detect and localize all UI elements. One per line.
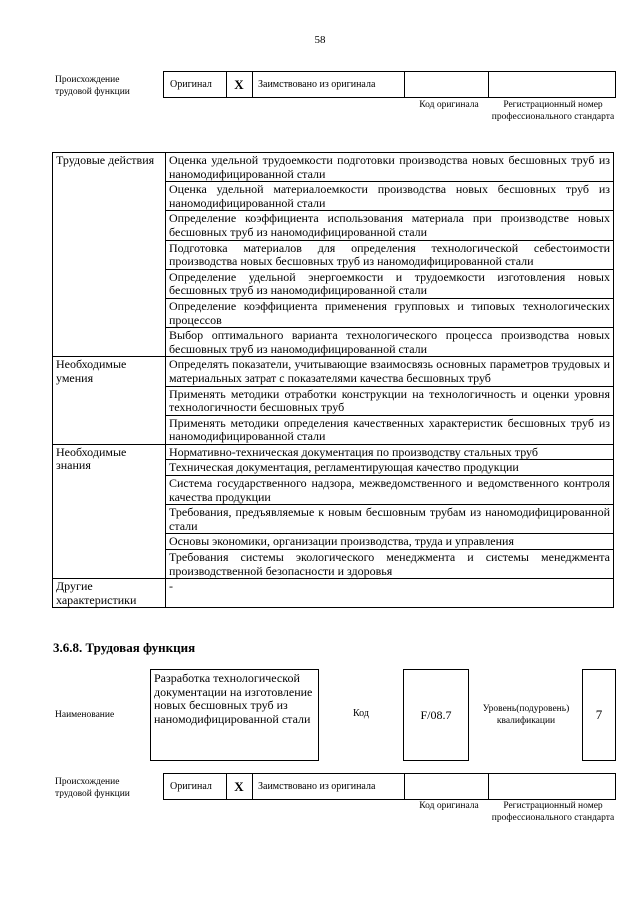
item-text: Определять показатели, учитывающие взаимосвязь основных параметров трудовых и материальных затрат с показателями качества бесшовных труб	[166, 357, 614, 386]
item-text: Выбор оптимального варианта технологического процесса производства новых бесшовных труб из наномодифицированной стали	[166, 328, 614, 357]
table-row	[53, 153, 614, 182]
origin-label: Происхождение трудовой функции	[55, 75, 130, 97]
item-text: Требования системы экологического менеджмента и системы менеджмента производственной безопасности и здоровья	[166, 550, 614, 579]
original-code-caption-2: Код оригинала	[419, 801, 479, 811]
reg-number-cell	[488, 72, 616, 97]
origin-label-2: Происхождение трудовой функции	[55, 777, 130, 799]
table-row	[53, 579, 614, 608]
original-cell-2: Оригинал	[170, 781, 212, 792]
item-text: Нормативно-техническая документация по производству стальных труб	[166, 444, 614, 460]
code-label: Код	[353, 708, 369, 719]
reg-number-caption: Регистрационный номер профессионального стандарта	[491, 100, 615, 122]
original-code-cell-2	[404, 774, 488, 799]
section-label: Трудовые действия	[53, 153, 166, 357]
item-text: Система государственного надзора, межведомственного и ведомственного контроля качества продукции	[166, 476, 614, 505]
item-text: Определение удельной энергоемкости и трудоемкости изготовления новых бесшовных труб из наномодифицированной стали	[166, 269, 614, 298]
work-function-table	[52, 152, 614, 608]
table-row	[53, 444, 614, 460]
original-cell: Оригинал	[170, 79, 212, 90]
borrowed-cell: Заимствовано из оригинала	[258, 79, 376, 90]
item-text: Применять методики отработки конструкции на технологичность и оценки уровня технологичности бесшовных труб	[166, 386, 614, 415]
origin-row-2	[163, 773, 616, 800]
item-text: Определение коэффициента применения групповых и типовых технологических процессов	[166, 298, 614, 327]
item-text: Применять методики определения качественных характеристик бесшовных труб из наномодифицированной стали	[166, 415, 614, 444]
origin-row	[163, 71, 616, 98]
level-box: 7	[582, 669, 616, 761]
section-label: Необходимые умения	[53, 357, 166, 445]
original-code-cell	[404, 72, 488, 97]
original-code-caption: Код оригинала	[419, 100, 479, 110]
reg-number-caption-2: Регистрационный номер профессионального стандарта	[491, 801, 615, 823]
section-title: 3.6.8. Трудовая функция	[53, 640, 196, 655]
original-mark-2: X	[234, 778, 244, 794]
original-mark: X	[234, 76, 244, 92]
item-text: Оценка удельной трудоемкости подготовки производства новых бесшовных труб из наномодифицированной стали	[166, 153, 614, 182]
item-text: Основы экономики, организации производства, труда и управления	[166, 534, 614, 550]
item-text: Требования, предъявляемые к новым бесшовным трубам из наномодифицированной стали	[166, 505, 614, 534]
item-text: Подготовка материалов для определения технологической себестоимости производства новых бесшовных труб из наномодифицированной стали	[166, 240, 614, 269]
item-text: -	[166, 579, 614, 608]
borrowed-cell-2: Заимствовано из оригинала	[258, 781, 376, 792]
level-label: Уровень(подуровень) квалификации	[482, 704, 570, 726]
item-text: Определение коэффициента использования материала при производстве новых бесшовных труб из наномодифицированной стали	[166, 211, 614, 240]
name-label: Наименование	[55, 710, 115, 720]
item-text: Техническая документация, регламентирующая качество продукции	[166, 460, 614, 476]
table-row	[53, 357, 614, 386]
item-text: Оценка удельной материалоемкости производства новых бесшовных труб из наномодифицированной стали	[166, 182, 614, 211]
page-number: 58	[314, 34, 326, 46]
function-name-box: Разработка технологической документации на изготовление новых бесшовных труб из наномодифицированной стали	[150, 669, 319, 761]
section-label: Необходимые знания	[53, 444, 166, 578]
function-code-box: F/08.7	[403, 669, 469, 761]
reg-number-cell-2	[488, 774, 616, 799]
section-label: Другие характеристики	[53, 579, 166, 608]
